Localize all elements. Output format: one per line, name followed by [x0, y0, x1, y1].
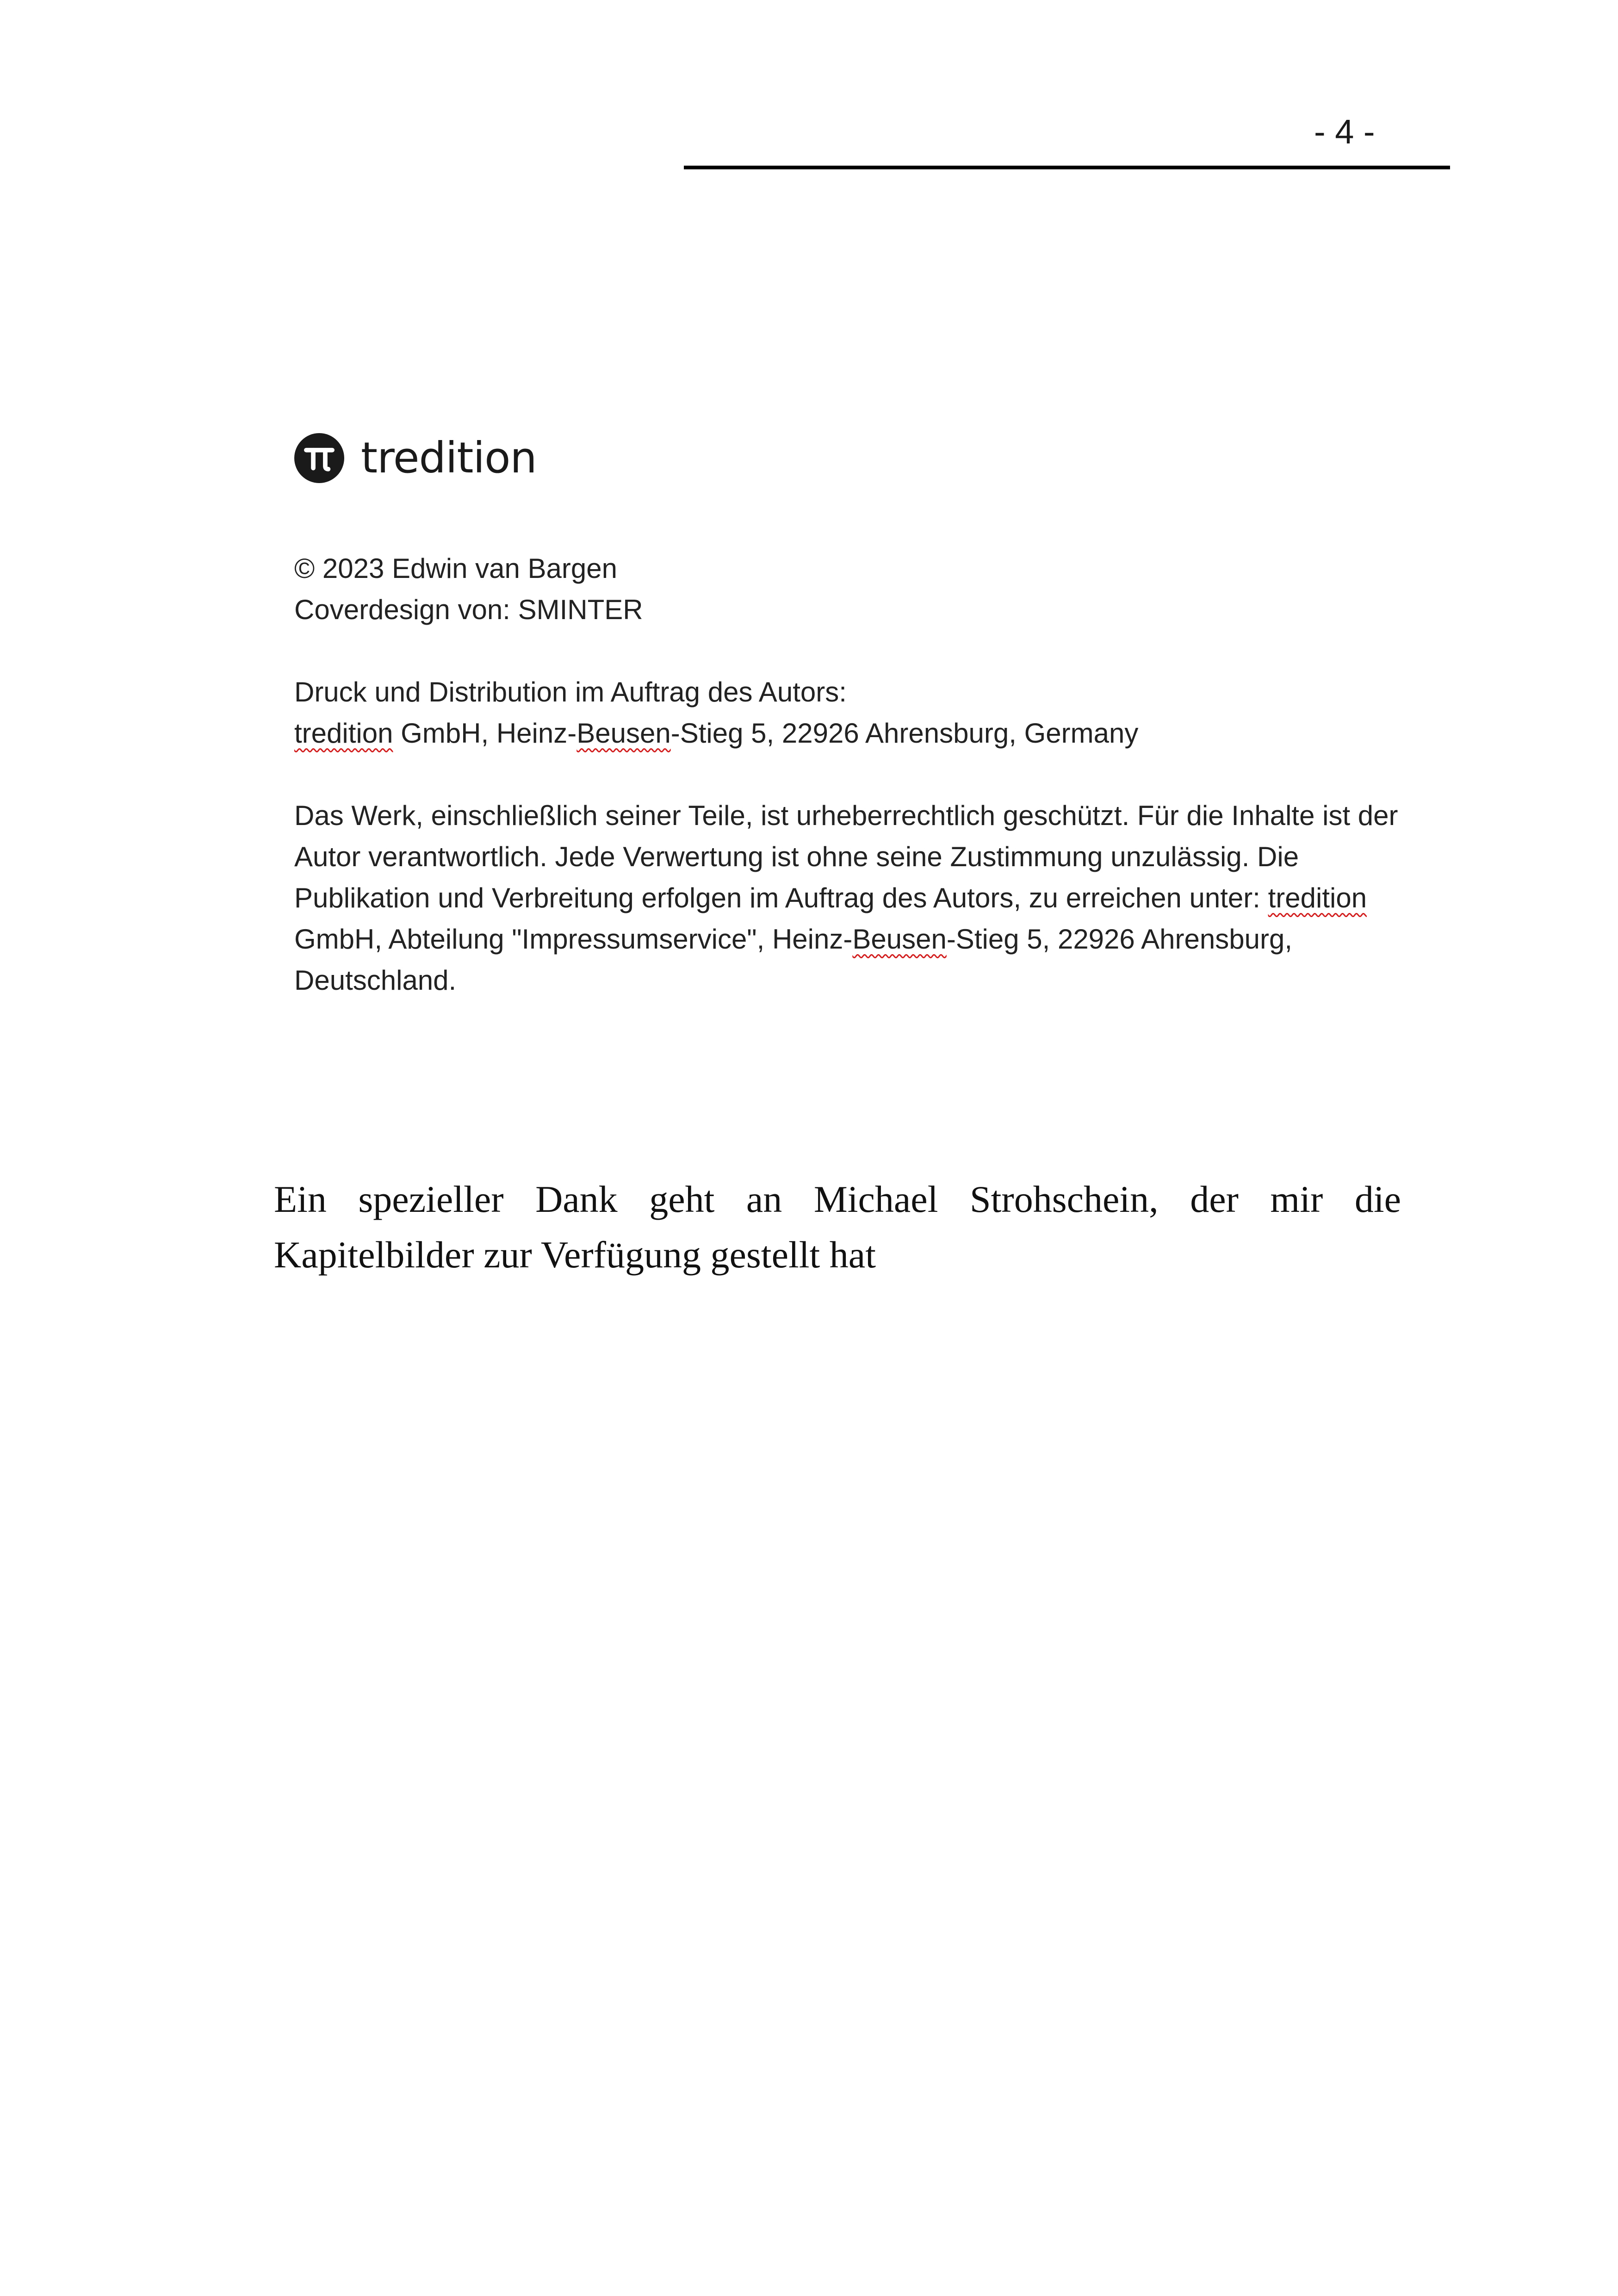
address-part: -Stieg 5, 22926 Ahrensburg, Germany [670, 718, 1139, 749]
legal-text: Das Werk, einschließlich seiner Teile, ist urheberrechtlich geschützt. Für die Inhalte ist der Autor verantwortlich. Jede Verwertung ist ohne seine Zustimmung unzulässig. Die Publikation und Verbreitung erfolgen im Auftrag des Autors, zu erreichen unter: [294, 800, 1398, 913]
publisher-address [294, 713, 1414, 754]
spacer [294, 754, 1414, 795]
print-distribution-heading: Druck und Distribution im Auftrag des Autors: [294, 676, 847, 707]
publisher-logo [294, 430, 537, 486]
company-name: tredition [1268, 882, 1367, 913]
copyright-line: © 2023 Edwin van Bargen [294, 553, 617, 584]
page-number: - 4 - [1314, 112, 1375, 151]
legal-notice [294, 795, 1414, 1001]
spacer [294, 630, 1414, 671]
header-rule [684, 166, 1450, 169]
legal-text: -Stieg 5, 22926 Ahrensburg, Deutschland. [294, 924, 1293, 996]
legal-text: GmbH, Abteilung "Impressumservice", Heinz- [294, 924, 853, 955]
tredition-logo-icon [294, 433, 344, 483]
acknowledgement-paragraph: Ein spezieller Dank geht an Michael Strohschein, der mir die Kapitelbilder zur Verfügung gestellt hat [274, 1178, 1401, 1276]
logo-wordmark: tredition [361, 433, 537, 483]
street-name: Beusen [577, 718, 671, 749]
address-part: GmbH, Heinz- [393, 718, 577, 749]
imprint-block [294, 548, 1414, 1001]
street-name: Beusen [852, 924, 947, 955]
company-name: tredition [294, 718, 393, 749]
cover-design-line: Coverdesign von: SMINTER [294, 594, 643, 625]
